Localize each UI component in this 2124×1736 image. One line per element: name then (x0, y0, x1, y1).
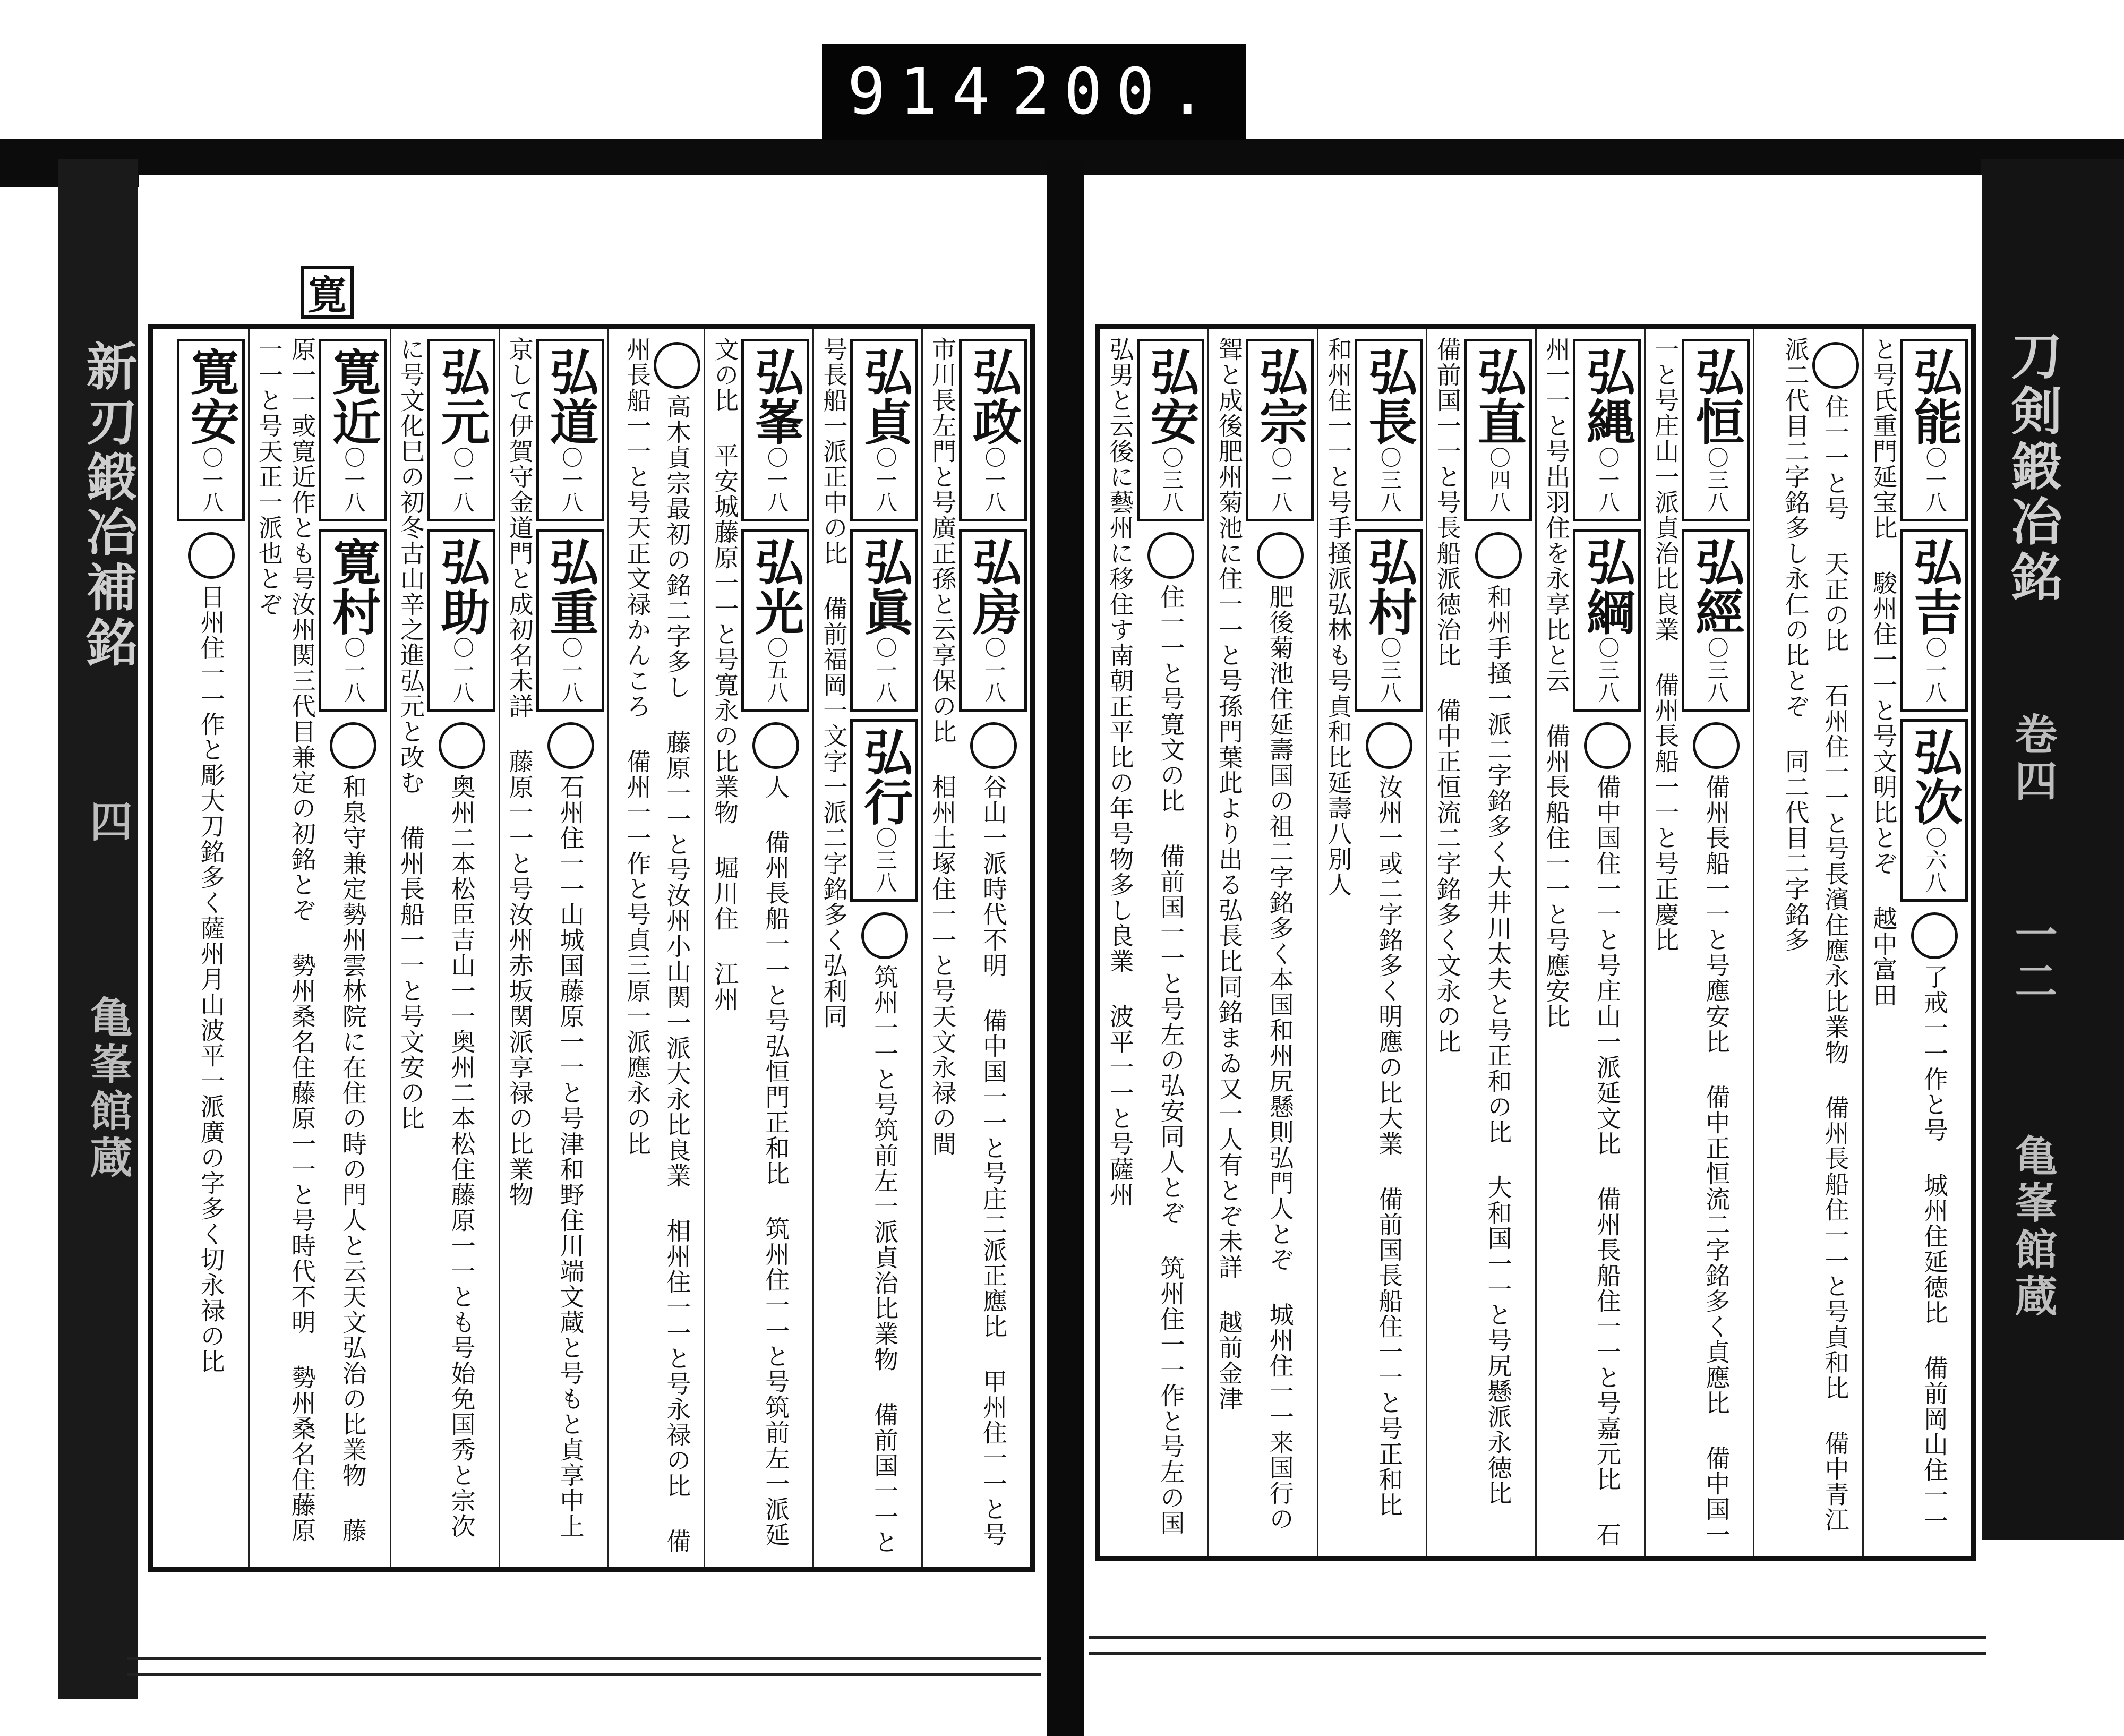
smith-name: 弘能 (1906, 347, 1963, 447)
smith-name: 弘元 (433, 347, 491, 447)
smith-name: 弘貞 (856, 347, 914, 447)
entry-heading (959, 339, 1027, 521)
smith-name: 弘重 (542, 537, 599, 637)
entry-circle-mark (1366, 722, 1412, 769)
text-column (1207, 329, 1316, 1556)
entry-number: 〇一八 (558, 447, 583, 514)
entry-circle-mark (1584, 722, 1631, 769)
text-column (1862, 329, 1971, 1556)
entry-number: 〇三八 (1377, 637, 1402, 704)
entry-heading (741, 529, 809, 712)
smith-name: 弘縄 (1578, 347, 1636, 447)
entry-number: 〇三八 (872, 827, 897, 894)
entry-text: 了戒一一作と号 城州住延徳比 備前岡山住一一と号氏重門延宝比 駿州住一一と号文明比とぞ 越中富田 (1869, 337, 1949, 1534)
text-column (153, 329, 248, 1567)
smith-name: 弘助 (433, 537, 491, 637)
smith-name: 弘光 (747, 537, 805, 637)
entry-number: 〇一八 (981, 447, 1006, 514)
page-index-tab: 寛 (301, 266, 354, 319)
entry-number: 〇一八 (1595, 447, 1620, 514)
spine-title: 刀剣鍛冶銘 (2003, 329, 2063, 605)
entry-number: 〇三八 (1704, 447, 1729, 514)
entry-heading (1900, 529, 1968, 712)
spine-title: 新刃鍛冶補銘 (78, 340, 138, 671)
page-edge-line (127, 1657, 1041, 1660)
smith-name: 弘綱 (1578, 537, 1636, 637)
text-column (921, 329, 1030, 1567)
entry-heading (959, 529, 1027, 712)
entry-number: 〇一八 (872, 447, 897, 514)
entry-heading (319, 339, 387, 521)
entry-text: 住一一と号寛文の比 備前国一一と号左の弘安同人とぞ 筑州住一一作と号左の国弘男と云後に藝州に移住す南朝正平比の年号物多し良業 波平一一と号薩州 (1106, 337, 1186, 1536)
entry-circle-mark (1812, 342, 1859, 389)
entry-heading (536, 529, 604, 712)
entry-text: 筑州一一と号筑前左一派貞治比業物 備前国一一と号長船一派正中の比 備前福岡一文字一派二字銘多く弘利同 (819, 337, 900, 1555)
entry-text: 肥後菊池住延壽国の祖二字銘多く本国和州尻懸則弘門人とぞ 城州住一一来国行の聟と成後肥州菊池に住一一と号孫門葉此より出る弘長比同銘まゐ又一人有とぞ未詳 越前金津 (1214, 337, 1295, 1532)
entry-circle-mark (1475, 532, 1522, 579)
smith-name: 弘道 (542, 347, 599, 447)
entry-heading (850, 339, 918, 521)
spine-volume: 卷四 (2008, 712, 2058, 806)
entry-number: 〇六八 (1922, 827, 1947, 894)
entry-number: 〇一八 (199, 447, 224, 514)
smith-name: 寛安 (182, 347, 240, 447)
entry-heading (319, 529, 387, 712)
spine-author: 亀峯館蔵 (83, 995, 133, 1182)
entry-heading (1682, 529, 1750, 712)
smith-name: 弘峯 (747, 347, 805, 447)
text-column (704, 329, 812, 1567)
smith-name: 弘直 (1469, 347, 1527, 447)
smith-name: 寛近 (324, 347, 382, 447)
book-gutter (1047, 159, 1084, 1736)
entry-heading (1464, 339, 1532, 521)
entry-circle-mark (330, 722, 376, 769)
call-number-right: 200. (1012, 55, 1221, 129)
entry-circle-mark (439, 722, 485, 769)
spine-volume: 四 (83, 799, 133, 846)
entry-circle-mark (547, 722, 594, 769)
entry-circle-mark (654, 342, 700, 389)
entry-number: 〇三八 (1377, 447, 1402, 514)
smith-name: 弘經 (1688, 537, 1745, 637)
smith-name: 弘政 (965, 347, 1022, 447)
text-column (607, 329, 704, 1567)
spine-title-right (1997, 329, 2069, 1551)
entry-number: 〇一八 (764, 447, 789, 514)
entry-heading (850, 719, 918, 902)
spine-subtitle: 一二 (2008, 912, 2058, 1006)
left-page-text-frame (148, 324, 1035, 1572)
smith-name: 弘房 (965, 537, 1022, 637)
entry-heading (1355, 529, 1423, 712)
entry-text: 奥州二本松臣吉山一一奥州二本松住藤原一一とも号始免国秀と宗次に号文化巳の初冬古山辛之進弘元と改む 備州長船一一と号文安の比 (396, 337, 476, 1539)
text-column (1317, 329, 1426, 1556)
entry-number: 〇四八 (1486, 447, 1511, 514)
entry-number: 〇一八 (449, 637, 474, 704)
entry-number: 〇一八 (449, 447, 474, 514)
call-number-label (822, 44, 1246, 140)
entry-circle-mark (1693, 722, 1740, 769)
entry-text: 備州長船一一と号應安比 備中正恒流二字銘多く貞應比 備中国一一と号庄山一派貞治比良業 備州長船一一と号正慶比 (1651, 337, 1731, 1547)
spine-title-left (72, 340, 144, 1561)
entry-text: 日州住一一作と彫大刀銘多く薩州月山波平一派廣の字多く切永禄の比 (196, 584, 226, 1374)
entry-text: 谷山一派時代不明 備中国一一と号庄二派正應比 甲州住一一と号市川長左門と号廣正孫と云享保の比 相州土塚住一一と号天文永禄の間 (928, 337, 1008, 1547)
text-column (1426, 329, 1535, 1556)
entry-heading (1682, 339, 1750, 521)
entry-heading (1355, 339, 1423, 521)
text-column (1100, 329, 1207, 1556)
entry-number: 〇三八 (1704, 637, 1729, 704)
entry-number: 〇五八 (764, 637, 789, 704)
smith-name: 弘安 (1142, 347, 1200, 447)
entry-heading (1137, 339, 1205, 521)
entry-circle-mark (861, 912, 908, 959)
right-page-text-frame (1095, 324, 1976, 1561)
entry-circle-mark (1147, 532, 1194, 579)
entry-number: 〇三八 (1595, 637, 1620, 704)
smith-name: 寛村 (324, 537, 382, 637)
entry-heading (1900, 339, 1968, 521)
entry-heading (741, 339, 809, 521)
entry-text: 和泉守兼定勢州雲林院に在住の時の門人と云天文弘治の比業物 藤原一一或寛近作とも号汝州関三代目兼定の初銘とぞ 勢州桑名住藤原一一と号時代不明 勢州桑名住藤原一一と号天正一派也とぞ (254, 337, 367, 1543)
call-number-left: 914 (847, 55, 1004, 129)
entry-text: 住一一と号 天正の比 石州住一一と号長濱住應永比業物 備州長船住一一と号貞和比 備中青江派二代目二字銘多し永仁の比とぞ 同二代目二字銘多 (1781, 337, 1850, 1533)
entry-heading (1573, 339, 1641, 521)
entry-number: 〇一八 (1267, 447, 1292, 514)
entry-heading (1573, 529, 1641, 712)
entry-number: 〇一八 (1922, 447, 1947, 514)
text-column (1644, 329, 1753, 1556)
text-column (390, 329, 499, 1567)
page-edge-line (127, 1673, 1041, 1676)
spine-author: 亀峯館蔵 (2008, 1134, 2058, 1321)
entry-heading (1246, 339, 1314, 521)
entry-circle-mark (1257, 532, 1304, 579)
entry-heading (427, 529, 495, 712)
entry-number: 〇一八 (340, 637, 365, 704)
page-edge-line (1089, 1636, 1986, 1639)
entry-text: 石州住一一山城国藤原一一と号津和野住川端文蔵と号もと貞享中上京して伊賀守金道門と成初名未詳 藤原一一と号汝州赤坂関派享禄の比業物 (505, 337, 585, 1539)
smith-name: 弘吉 (1906, 537, 1963, 637)
entry-heading (536, 339, 604, 521)
entry-text: 高木貞宗最初の銘二字多し 藤原一一と号汝州小山関一派大永比良業 相州住一一と号永禄の比 備州長船一一と号天正文禄かんころ 備州一一作と号貞三原一派應永の比 (623, 337, 692, 1554)
text-column (1535, 329, 1644, 1556)
text-column (248, 329, 390, 1567)
smith-name: 弘長 (1360, 347, 1418, 447)
entry-circle-mark (970, 722, 1017, 769)
smith-name: 弘恒 (1688, 347, 1745, 447)
text-column (812, 329, 921, 1567)
entry-text: 備中国住一一と号庄山一派延文比 備州長船住一一と号嘉元比 石州一一と号出羽住を永享比と云 備州長船住一一と号應安比 (1542, 337, 1622, 1547)
entry-number: 〇一八 (1922, 637, 1947, 704)
smith-name: 弘宗 (1251, 347, 1309, 447)
entry-text: 汝州一或二字銘多く明應の比大業 備前国長船住一一と号正和比 和州住一一と号手掻派弘林も号貞和比延壽八別人 (1324, 337, 1404, 1518)
entry-number: 〇一八 (558, 637, 583, 704)
entry-heading (177, 339, 245, 521)
smith-name: 弘次 (1906, 727, 1963, 827)
entry-number: 〇一八 (981, 637, 1006, 704)
entry-heading (1900, 719, 1968, 902)
text-column (1753, 329, 1862, 1556)
entry-circle-mark (188, 532, 235, 579)
entry-text: 人 備州長船一一と号弘恒門正和比 筑州住一一と号筑前左一派延文の比 平安城藤原一一と号寛永の比業物 堀川住 江州 (710, 337, 791, 1547)
smith-name: 弘村 (1360, 537, 1418, 637)
entry-number: 〇一八 (340, 447, 365, 514)
entry-text: 和州手掻一派二字銘多く大井川太夫と号正和の比 大和国一一と号尻懸派永徳比 備前国一一と号長船派徳治比 備中正恒流二字銘多く文永の比 (1433, 337, 1513, 1506)
entry-number: 〇三八 (1159, 447, 1184, 514)
smith-name: 弘眞 (856, 537, 914, 637)
entry-circle-mark (1911, 912, 1958, 959)
entry-heading (427, 339, 495, 521)
entry-heading (850, 529, 918, 712)
entry-circle-mark (752, 722, 799, 769)
smith-name: 弘行 (856, 727, 914, 827)
entry-number: 〇一八 (872, 637, 897, 704)
page-edge-line (1089, 1652, 1986, 1655)
text-column (499, 329, 607, 1567)
